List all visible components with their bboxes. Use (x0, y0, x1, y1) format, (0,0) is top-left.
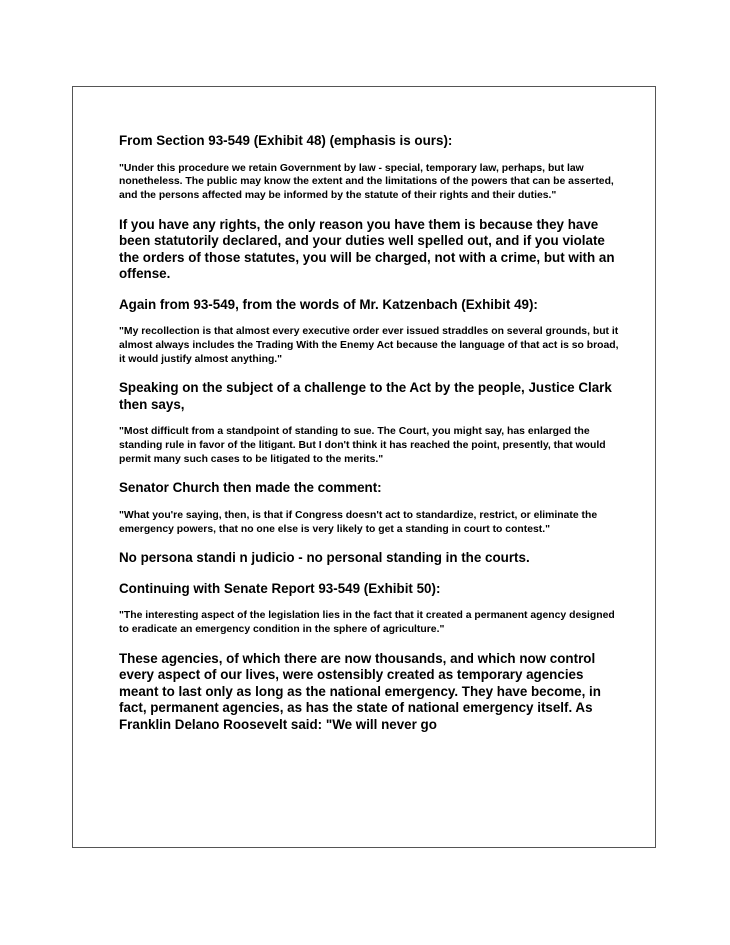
section-heading-exhibit-49: Again from 93-549, from the words of Mr. Katzenbach (Exhibit 49): (119, 296, 538, 312)
paragraph-agencies: These agencies, of which there are now thousands, and which now control every aspect of our lives, were ostensibly created as temporary agencies meant to last only as long as the national emergency. They have become, in fact, permanent agencies, as has the state of national emergency itself. As Franklin Delano Roosevelt said: "We will never go (119, 650, 601, 732)
page-frame (72, 86, 656, 848)
section-heading-exhibit-50: Continuing with Senate Report 93-549 (Exhibit 50): (119, 580, 441, 596)
quote-senator-church: "What you're saying, then, is that if Congress doesn't act to standardize, restrict, or eliminate the emergency powers, that no one else is very likely to get a standing in court to contest." (119, 509, 598, 535)
section-heading-senator-church: Senator Church then made the comment: (119, 480, 382, 496)
quote-exhibit-50: "The interesting aspect of the legislation lies in the fact that it created a permanent agency designed to eradicate an emergency condition in the sphere of agriculture." (119, 610, 615, 635)
section-heading-exhibit-48: From Section 93-549 (Exhibit 48) (emphasis is ours): (119, 133, 453, 148)
paragraph-justice-clark: Speaking on the subject of a challenge to the Act by the people, Justice Clark then says, (119, 380, 612, 412)
page-content (119, 133, 619, 733)
paragraph-rights: If you have any rights, the only reason you have them is because they have been statutorily declared, and your duties well spelled out, and if you violate the orders of those statutes, you will be charged, not with a crime, but with an offense. (119, 216, 615, 282)
quote-exhibit-48: "Under this procedure we retain Government by law - special, temporary law, perhaps, but law nonetheless. The public may know the extent and the limitations of the powers that can be asserted, and the persons affected may be informed by the statute of their rights and their duties." (119, 162, 614, 201)
quote-exhibit-49: "My recollection is that almost every executive order ever issued straddles on several grounds, but it almost always includes the Trading With the Enemy Act because the language of that act is so broad, it would justify almost anything." (119, 326, 619, 365)
paragraph-no-standing: No persona standi n judicio - no personal standing in the courts. (119, 550, 530, 566)
quote-standing-to-sue: "Most difficult from a standpoint of standing to sue. The Court, you might say, has enlarged the standing rule in favor of the litigant. But I don't think it has reached the point, presently, that would permit many such cases to be litigated to the merits." (119, 426, 606, 465)
